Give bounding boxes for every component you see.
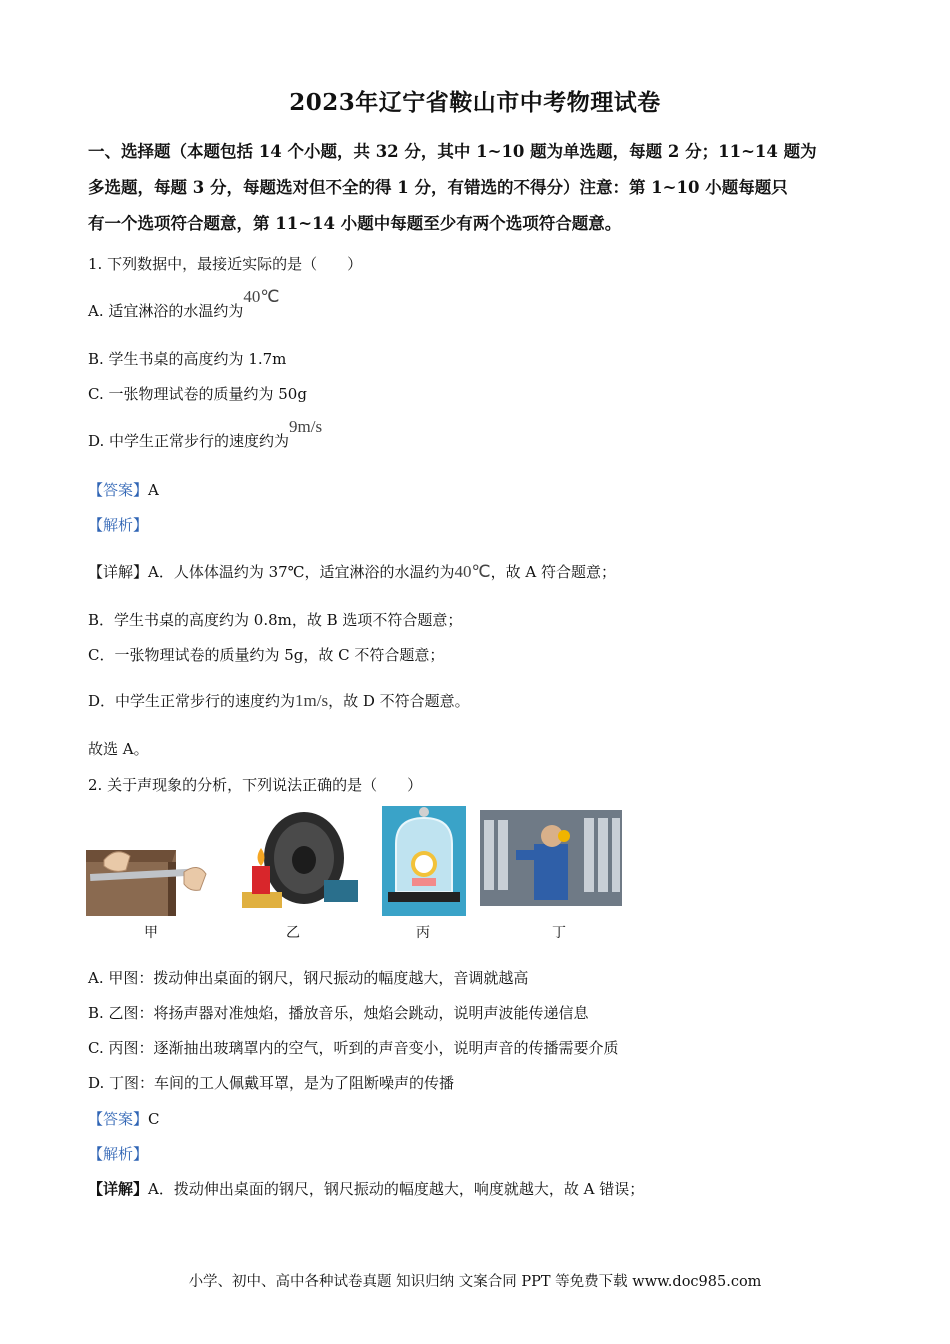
q1-answer-tag: 【答案】 — [88, 481, 149, 499]
q1-option-d — [88, 417, 323, 451]
caption-jia: 甲 — [144, 925, 158, 941]
q1-detail-c: C．一张物理试卷的质量约为 5g，故 C 不符合题意； — [88, 646, 445, 664]
q1-detail-a: 【详解】A．人体体温约为 37℃，适宜淋浴的水温约为40℃，故 A 符合题意； — [88, 562, 616, 581]
q1-conclusion: 故选 A。 — [88, 740, 149, 758]
q1-answer — [88, 479, 159, 500]
q1-stem: 1. 下列数据中，最接近实际的是（ ） — [88, 255, 363, 273]
figure-workshop-worker — [480, 810, 622, 906]
caption-ding: 丁 — [552, 925, 566, 941]
q1-option-c: C. 一张物理试卷的质量约为 50g — [88, 385, 307, 403]
q2-option-d: D. 丁图：车间的工人佩戴耳罩，是为了阻断噪声的传播 — [88, 1074, 455, 1092]
q1-option-d-math: 9m/s — [289, 417, 323, 436]
q1-detail-b: B．学生书桌的高度约为 0.8m，故 B 选项不符合题意； — [88, 611, 463, 629]
q2-detail-a: 【详解】A．拨动伸出桌面的钢尺，钢尺振动的幅度越大，响度就越大，故 A 错误； — [88, 1180, 645, 1198]
q1-analysis-tag: 【解析】 — [88, 516, 149, 534]
section-heading-line-3: 有一个选项符合题意，第 11~14 小题中每题至少有两个选项符合题意。 — [88, 214, 622, 233]
q2-option-c: C. 丙图：逐渐抽出玻璃罩内的空气，听到的声音变小，说明声音的传播需要介质 — [88, 1039, 619, 1057]
section-heading-line-1: 一、选择题（本题包括 14 个小题，共 32 分，其中 1~10 题为单选题，每题 2 分；11~14 题为 — [88, 142, 817, 161]
q1-option-a-math: 40℃ — [243, 287, 280, 306]
figure-bell-jar — [382, 806, 466, 916]
q1-detail-tag: 【详解】 — [88, 563, 149, 581]
q1-detail-d: D．中学生正常步行的速度约为1m/s，故 D 不符合题意。 — [88, 691, 470, 710]
q1-answer-value: A — [148, 481, 159, 499]
q1-option-a — [88, 287, 280, 321]
q2-figure-row — [86, 804, 626, 944]
page-title: 2023年辽宁省鞍山市中考物理试卷 — [289, 89, 661, 116]
page-footer: 小学、初中、高中各种试卷真题 知识归纳 文案合同 PPT 等免费下载 www.doc985.com — [188, 1274, 762, 1290]
q2-analysis-tag: 【解析】 — [88, 1145, 149, 1163]
figure-ruler-on-desk — [86, 840, 212, 916]
q2-option-b: B. 乙图：将扬声器对准烛焰，播放音乐，烛焰会跳动，说明声波能传递信息 — [88, 1004, 589, 1022]
q2-detail-tag: 【详解】 — [88, 1180, 149, 1198]
figure-speaker-and-candle — [236, 808, 360, 912]
caption-yi: 乙 — [286, 925, 300, 941]
q2-option-a: A. 甲图：拨动伸出桌面的钢尺，钢尺振动的幅度越大，音调就越高 — [88, 969, 529, 987]
q1-option-a-text: A. 适宜淋浴的水温约为 — [88, 302, 244, 320]
section-heading-line-2: 多选题，每题 3 分，每题选对但不全的得 1 分，有错选的不得分）注意：第 1~10 小题每题只 — [88, 178, 788, 197]
q1-option-d-text: D. 中学生正常步行的速度约为 — [88, 432, 290, 450]
q2-answer-tag: 【答案】 — [88, 1110, 149, 1128]
q1-detail-d-math: 1m/s — [295, 691, 329, 710]
caption-bing: 丙 — [416, 925, 430, 941]
q1-detail-a-math: 40℃ — [454, 562, 491, 581]
q2-answer-value: C — [148, 1110, 160, 1128]
q2-answer — [88, 1108, 160, 1129]
q2-stem: 2. 关于声现象的分析，下列说法正确的是（ ） — [88, 776, 423, 794]
q1-option-b: B. 学生书桌的高度约为 1.7m — [88, 350, 287, 368]
